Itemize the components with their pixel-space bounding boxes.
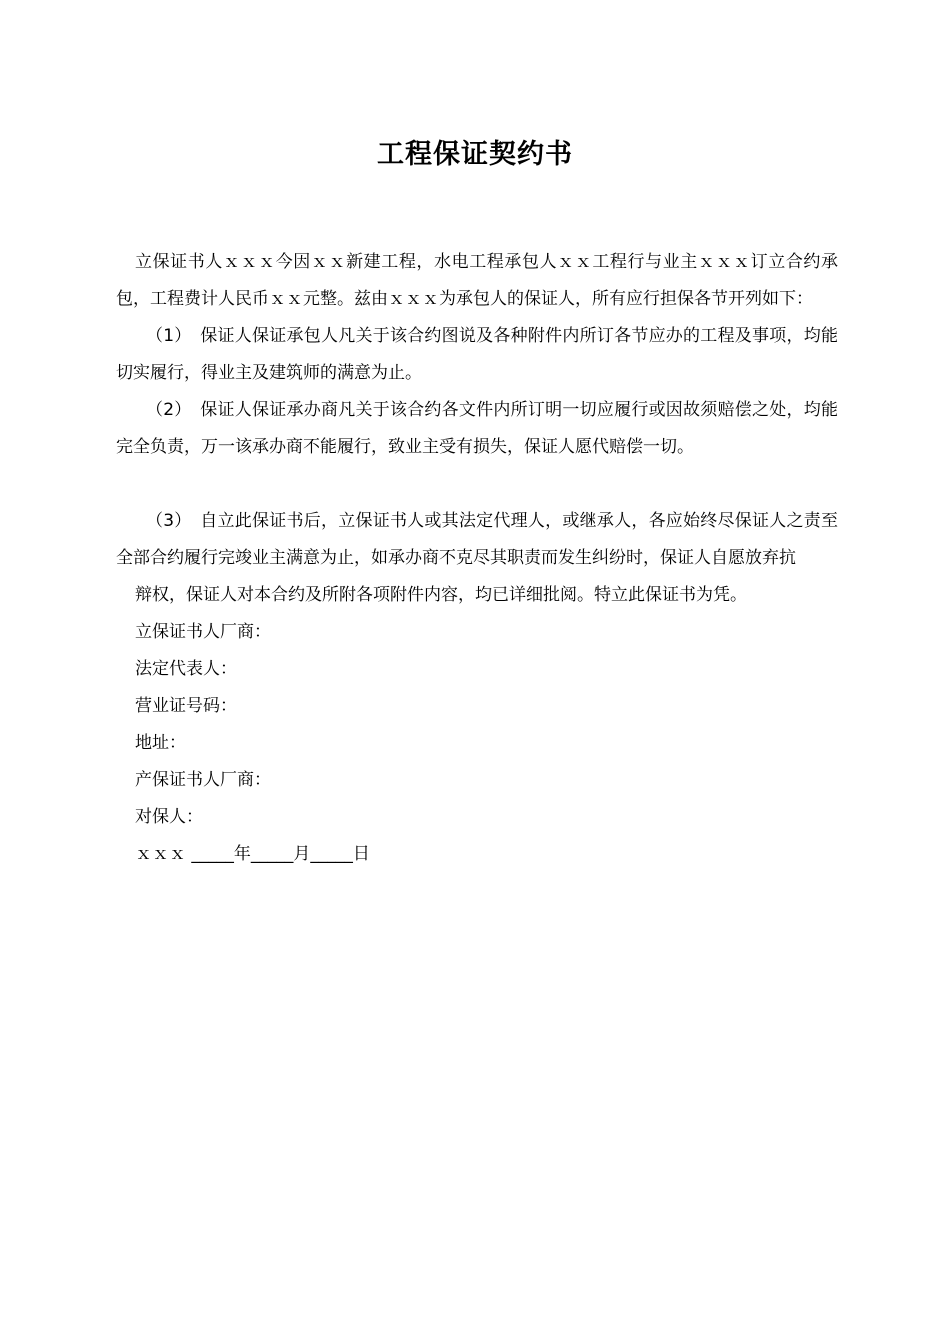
- license-number-field: 营业证号码：: [135, 696, 237, 716]
- document-title: 工程保证契约书: [377, 139, 573, 170]
- clause-1: （1） 保证人保证承包人凡关于该合约图说及各种附件内所订各节应办的工程及事项，均能切实履行，得业主及建筑师的满意为止。: [116, 326, 838, 383]
- paragraph-gap: [116, 466, 838, 503]
- date-line: ｘｘｘ _____年_____月_____日: [135, 844, 370, 864]
- clause-3-continuation: 辩权，保证人对本合约及所附各项附件内容，均已详细批阅。特立此保证书为凭。: [135, 585, 747, 605]
- counter-guarantor-field: 对保人：: [135, 807, 203, 827]
- document-body: [116, 244, 838, 873]
- clause-3: （3） 自立此保证书后，立保证书人或其法定代理人，或继承人，各应始终尽保证人之责至全部合约履行完竣业主满意为止，如承办商不克尽其职责而发生纠纷时，保证人自愿放弃抗: [116, 511, 838, 568]
- address-field: 地址：: [135, 733, 186, 753]
- clause-2: （2） 保证人保证承办商凡关于该合约各文件内所订明一切应履行或因故须赔偿之处，均能完全负责，万一该承办商不能履行，致业主受有损失，保证人愿代赔偿一切。: [116, 400, 838, 457]
- legal-rep-field: 法定代表人：: [135, 659, 237, 679]
- intro-paragraph: 立保证书人ｘｘｘ今因ｘｘ新建工程，水电工程承包人ｘｘ工程行与业主ｘｘｘ订立合约承包，工程费计人民币ｘｘ元整。兹由ｘｘｘ为承包人的保证人，所有应行担保各节开列如下：: [116, 252, 838, 309]
- guarantor-firm-field-2: 产保证书人厂商：: [135, 770, 271, 790]
- guarantor-firm-field: 立保证书人厂商：: [135, 622, 271, 642]
